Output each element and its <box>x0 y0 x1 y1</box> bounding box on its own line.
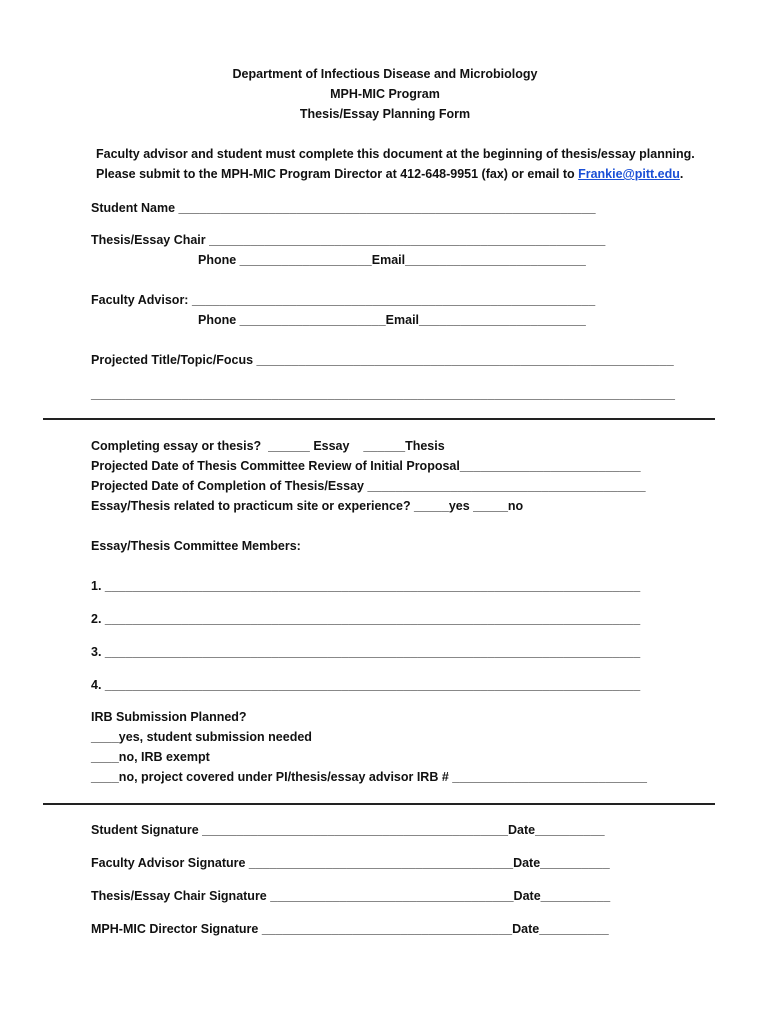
projected-title-field[interactable]: Projected Title/Topic/Focus ____________________________________________________________ <box>91 353 674 367</box>
instructions-line-2 <box>96 166 683 182</box>
instructions-text: Please submit to the MPH-MIC Program Director at 412-648-9951 (fax) or email to <box>96 167 579 181</box>
advisor-field[interactable]: Faculty Advisor: __________________________________________________________ <box>91 293 596 307</box>
chair-signature-field[interactable]: Thesis/Essay Chair Signature ___________________________________Date__________ <box>91 889 611 903</box>
student-name-field[interactable]: Student Name ____________________________________________________________ <box>91 201 596 215</box>
section-divider-1 <box>43 418 715 420</box>
completion-date-field[interactable]: Projected Date of Completion of Thesis/Essay ________________________________________ <box>91 479 646 493</box>
program-heading: MPH-MIC Program <box>330 87 440 101</box>
irb-heading: IRB Submission Planned? <box>91 710 247 724</box>
student-signature-field[interactable]: Student Signature ____________________________________________Date__________ <box>91 823 605 837</box>
irb-option-exempt[interactable]: ____no, IRB exempt <box>91 750 210 764</box>
instructions-line-1: Faculty advisor and student must complete this document at the beginning of thesis/essay planning. <box>96 147 695 161</box>
irb-option-covered[interactable]: ____no, project covered under PI/thesis/essay advisor IRB # ____________________________ <box>91 770 647 784</box>
department-heading: Department of Infectious Disease and Microbiology <box>232 67 538 81</box>
advisor-contact-field[interactable]: Phone _____________________Email________________________ <box>198 313 586 327</box>
committee-review-date-field[interactable]: Projected Date of Thesis Committee Review of Initial Proposal__________________________ <box>91 459 641 473</box>
email-link[interactable]: Frankie@pitt.edu <box>578 167 680 181</box>
director-signature-field[interactable]: MPH-MIC Director Signature ____________________________________Date__________ <box>91 922 609 936</box>
projected-title-line-2[interactable]: ____________________________________________________________________________________ <box>91 387 675 401</box>
advisor-signature-field[interactable]: Faculty Advisor Signature ______________________________________Date__________ <box>91 856 610 870</box>
essay-or-thesis-field[interactable]: Completing essay or thesis? ______ Essay ______Thesis <box>91 439 445 453</box>
chair-contact-field[interactable]: Phone ___________________Email__________________________ <box>198 253 586 267</box>
committee-member-field[interactable]: 1. _____________________________________________________________________________ <box>91 579 641 593</box>
practicum-field[interactable]: Essay/Thesis related to practicum site or experience? _____yes _____no <box>91 499 524 513</box>
committee-member-field[interactable]: 4. _____________________________________________________________________________ <box>91 678 641 692</box>
instructions-period: . <box>679 167 684 181</box>
committee-members-heading: Essay/Thesis Committee Members: <box>91 539 301 553</box>
section-divider-2 <box>43 803 715 805</box>
irb-option-yes[interactable]: ____yes, student submission needed <box>91 730 312 744</box>
chair-field[interactable]: Thesis/Essay Chair _________________________________________________________ <box>91 233 606 247</box>
committee-member-field[interactable]: 3. _____________________________________________________________________________ <box>91 645 641 659</box>
form-title: Thesis/Essay Planning Form <box>299 107 471 121</box>
committee-member-field[interactable]: 2. _____________________________________________________________________________ <box>91 612 641 626</box>
